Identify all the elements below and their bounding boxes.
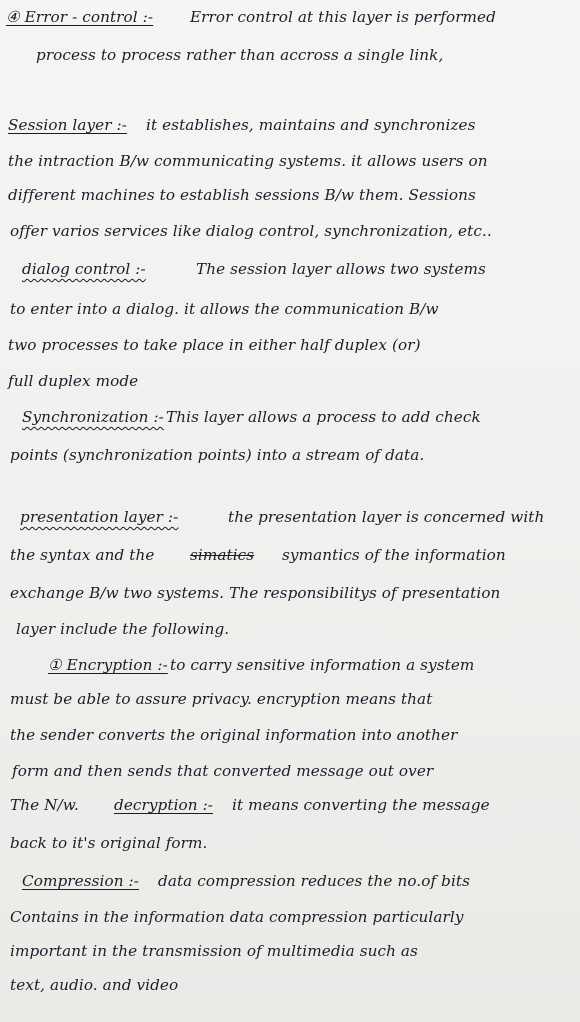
note-line — [0, 908, 580, 938]
note-line — [0, 834, 580, 864]
section-heading: Session layer :- — [8, 116, 128, 134]
section-heading: decryption :- — [114, 796, 214, 814]
section-heading: ④ Error - control :- — [6, 8, 154, 26]
note-text: The session layer allows two systems — [196, 260, 486, 278]
note-text: it establishes, maintains and synchronizes — [146, 116, 476, 134]
note-text: back to it's original form. — [10, 834, 208, 852]
note-text: text, audio. and video — [10, 976, 179, 994]
struck-word: simatics — [190, 546, 255, 564]
section-heading: ① Encryption :- — [48, 656, 168, 674]
note-line — [0, 8, 580, 38]
note-text: the syntax and the — [10, 546, 155, 564]
note-text: form and then sends that converted message out over — [12, 762, 434, 780]
note-line — [0, 726, 580, 756]
note-line — [0, 584, 580, 614]
note-line — [0, 222, 580, 252]
section-heading: Synchronization :- — [22, 408, 164, 426]
note-line — [0, 336, 580, 366]
note-line — [0, 872, 580, 902]
note-line — [0, 762, 580, 792]
note-text: to enter into a dialog. it allows the communication B/w — [10, 300, 439, 318]
note-text: Error control at this layer is performed — [190, 8, 496, 26]
section-heading: presentation layer :- — [20, 508, 179, 526]
note-line — [0, 446, 580, 476]
note-text: important in the transmission of multimedia such as — [10, 942, 418, 960]
note-text: different machines to establish sessions B/w them. Sessions — [8, 186, 476, 204]
note-text: the intraction B/w communicating systems. it allows users on — [8, 152, 488, 170]
note-line — [0, 260, 580, 290]
note-line — [0, 796, 580, 826]
note-text: data compression reduces the no.of bits — [158, 872, 471, 890]
note-text: two processes to take place in either half duplex (or) — [8, 336, 421, 354]
note-line — [0, 942, 580, 972]
note-text: This layer allows a process to add check — [166, 408, 481, 426]
note-text: offer varios services like dialog control, synchronization, etc.. — [10, 222, 492, 240]
section-heading: dialog control :- — [22, 260, 146, 278]
note-text: the sender converts the original information into another — [10, 726, 458, 744]
note-text: points (synchronization points) into a stream of data. — [10, 446, 425, 464]
note-line — [0, 300, 580, 330]
note-line — [0, 976, 580, 1006]
note-line — [0, 546, 580, 576]
note-line — [0, 656, 580, 686]
section-heading: Compression :- — [22, 872, 139, 890]
note-line — [0, 620, 580, 650]
note-line — [0, 508, 580, 538]
note-text: must be able to assure privacy. encryption means that — [10, 690, 433, 708]
note-line — [0, 690, 580, 720]
note-line — [0, 186, 580, 216]
note-text: process to process rather than accross a single link, — [36, 46, 444, 64]
note-text: The N/w. — [10, 796, 79, 814]
note-line — [0, 372, 580, 402]
note-text: the presentation layer is concerned with — [228, 508, 545, 526]
note-line — [0, 152, 580, 182]
note-text: exchange B/w two systems. The responsibilitys of presentation — [10, 584, 501, 602]
note-line — [0, 408, 580, 438]
note-text: full duplex mode — [8, 372, 139, 390]
note-text: to carry sensitive information a system — [170, 656, 475, 674]
note-line — [0, 46, 580, 76]
note-line — [0, 116, 580, 146]
note-text: it means converting the message — [232, 796, 490, 814]
note-text: layer include the following. — [16, 620, 230, 638]
note-text: symantics of the information — [282, 546, 506, 564]
note-text: Contains in the information data compression particularly — [10, 908, 464, 926]
